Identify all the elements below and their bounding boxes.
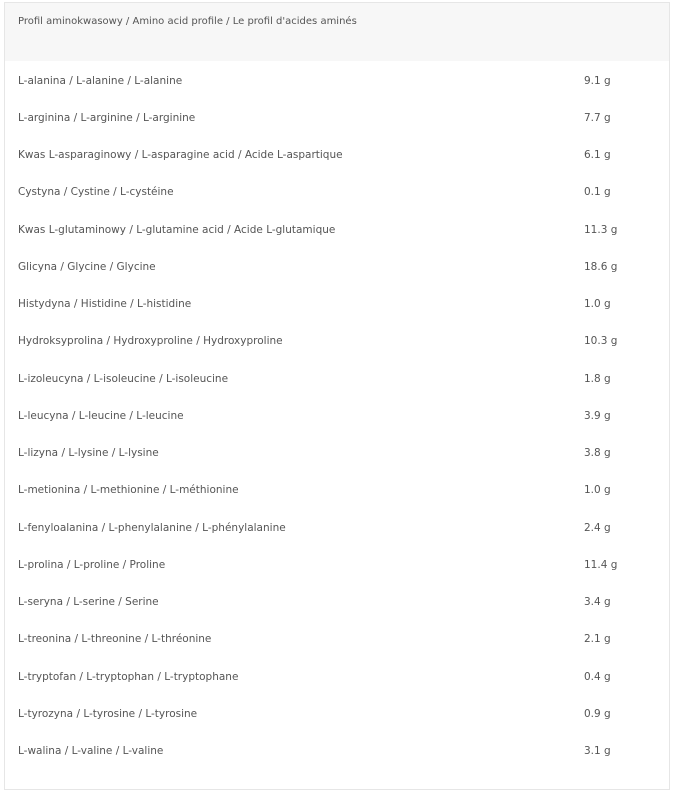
amino-acid-amount: 2.1 g: [584, 633, 611, 646]
amino-acid-amount: 1.0 g: [584, 298, 611, 311]
amino-acid-name: Kwas L-asparaginowy / L-asparagine acid / Acide L-aspartique: [18, 149, 343, 162]
amino-acid-name: L-walina / L-valine / L-valine: [18, 745, 164, 758]
amino-acid-name: Hydroksyprolina / Hydroxyproline / Hydroxyproline: [18, 335, 283, 348]
amino-acid-amount: 7.7 g: [584, 111, 611, 124]
amino-acid-name: L-metionina / L-methionine / L-méthionine: [18, 484, 239, 497]
amino-acid-amount: 3.1 g: [584, 745, 611, 758]
table-row: [5, 695, 669, 732]
amino-acid-table-container: [4, 2, 670, 790]
table-row: [5, 360, 669, 397]
amino-acid-amount: 1.0 g: [584, 484, 611, 497]
table-row: [5, 62, 669, 99]
amino-acid-amount: 11.3 g: [584, 223, 618, 236]
amino-acid-name: L-seryna / L-serine / Serine: [18, 596, 159, 609]
amino-acid-table: [5, 62, 669, 770]
amino-acid-name: Glicyna / Glycine / Glycine: [18, 260, 156, 273]
table-row: [5, 174, 669, 211]
table-row: [5, 211, 669, 248]
table-row: [5, 621, 669, 658]
table-row: [5, 248, 669, 285]
amino-acid-name: L-fenyloalanina / L-phenylalanine / L-phénylalanine: [18, 521, 286, 534]
table-row: [5, 286, 669, 323]
amino-acid-amount: 18.6 g: [584, 260, 618, 273]
amino-acid-name: L-arginina / L-arginine / L-arginine: [18, 111, 196, 124]
amino-acid-name: L-prolina / L-proline / Proline: [18, 558, 166, 571]
table-row: [5, 546, 669, 583]
table-row: [5, 397, 669, 434]
table-header: Profil aminokwasowy / Amino acid profile / Le profil d'acides aminés: [5, 3, 669, 61]
amino-acid-amount: 6.1 g: [584, 149, 611, 162]
amino-acid-name: L-leucyna / L-leucine / L-leucine: [18, 409, 184, 422]
amino-acid-name: L-lizyna / L-lysine / L-lysine: [18, 447, 159, 460]
amino-acid-amount: 0.4 g: [584, 670, 611, 683]
table-row: [5, 137, 669, 174]
amino-acid-name: L-alanina / L-alanine / L-alanine: [18, 74, 183, 87]
table-row: [5, 733, 669, 770]
amino-acid-amount: 0.9 g: [584, 707, 611, 720]
table-row: [5, 509, 669, 546]
amino-acid-amount: 11.4 g: [584, 558, 618, 571]
amino-acid-name: Histydyna / Histidine / L-histidine: [18, 298, 192, 311]
table-row: [5, 99, 669, 136]
table-row: [5, 323, 669, 360]
amino-acid-amount: 3.4 g: [584, 596, 611, 609]
amino-acid-name: L-tryptofan / L-tryptophan / L-tryptophane: [18, 670, 239, 683]
amino-acid-name: Cystyna / Cystine / L-cystéine: [18, 186, 174, 199]
amino-acid-name: L-treonina / L-threonine / L-thréonine: [18, 633, 212, 646]
table-row: [5, 435, 669, 472]
amino-acid-amount: 3.8 g: [584, 447, 611, 460]
amino-acid-amount: 10.3 g: [584, 335, 618, 348]
amino-acid-amount: 0.1 g: [584, 186, 611, 199]
table-row: [5, 584, 669, 621]
amino-acid-amount: 1.8 g: [584, 372, 611, 385]
amino-acid-amount: 2.4 g: [584, 521, 611, 534]
amino-acid-name: L-izoleucyna / L-isoleucine / L-isoleucine: [18, 372, 229, 385]
table-row: [5, 472, 669, 509]
amino-acid-amount: 9.1 g: [584, 74, 611, 87]
amino-acid-name: Kwas L-glutaminowy / L-glutamine acid / Acide L-glutamique: [18, 223, 336, 236]
table-row: [5, 658, 669, 695]
amino-acid-name: L-tyrozyna / L-tyrosine / L-tyrosine: [18, 707, 198, 720]
amino-acid-amount: 3.9 g: [584, 409, 611, 422]
